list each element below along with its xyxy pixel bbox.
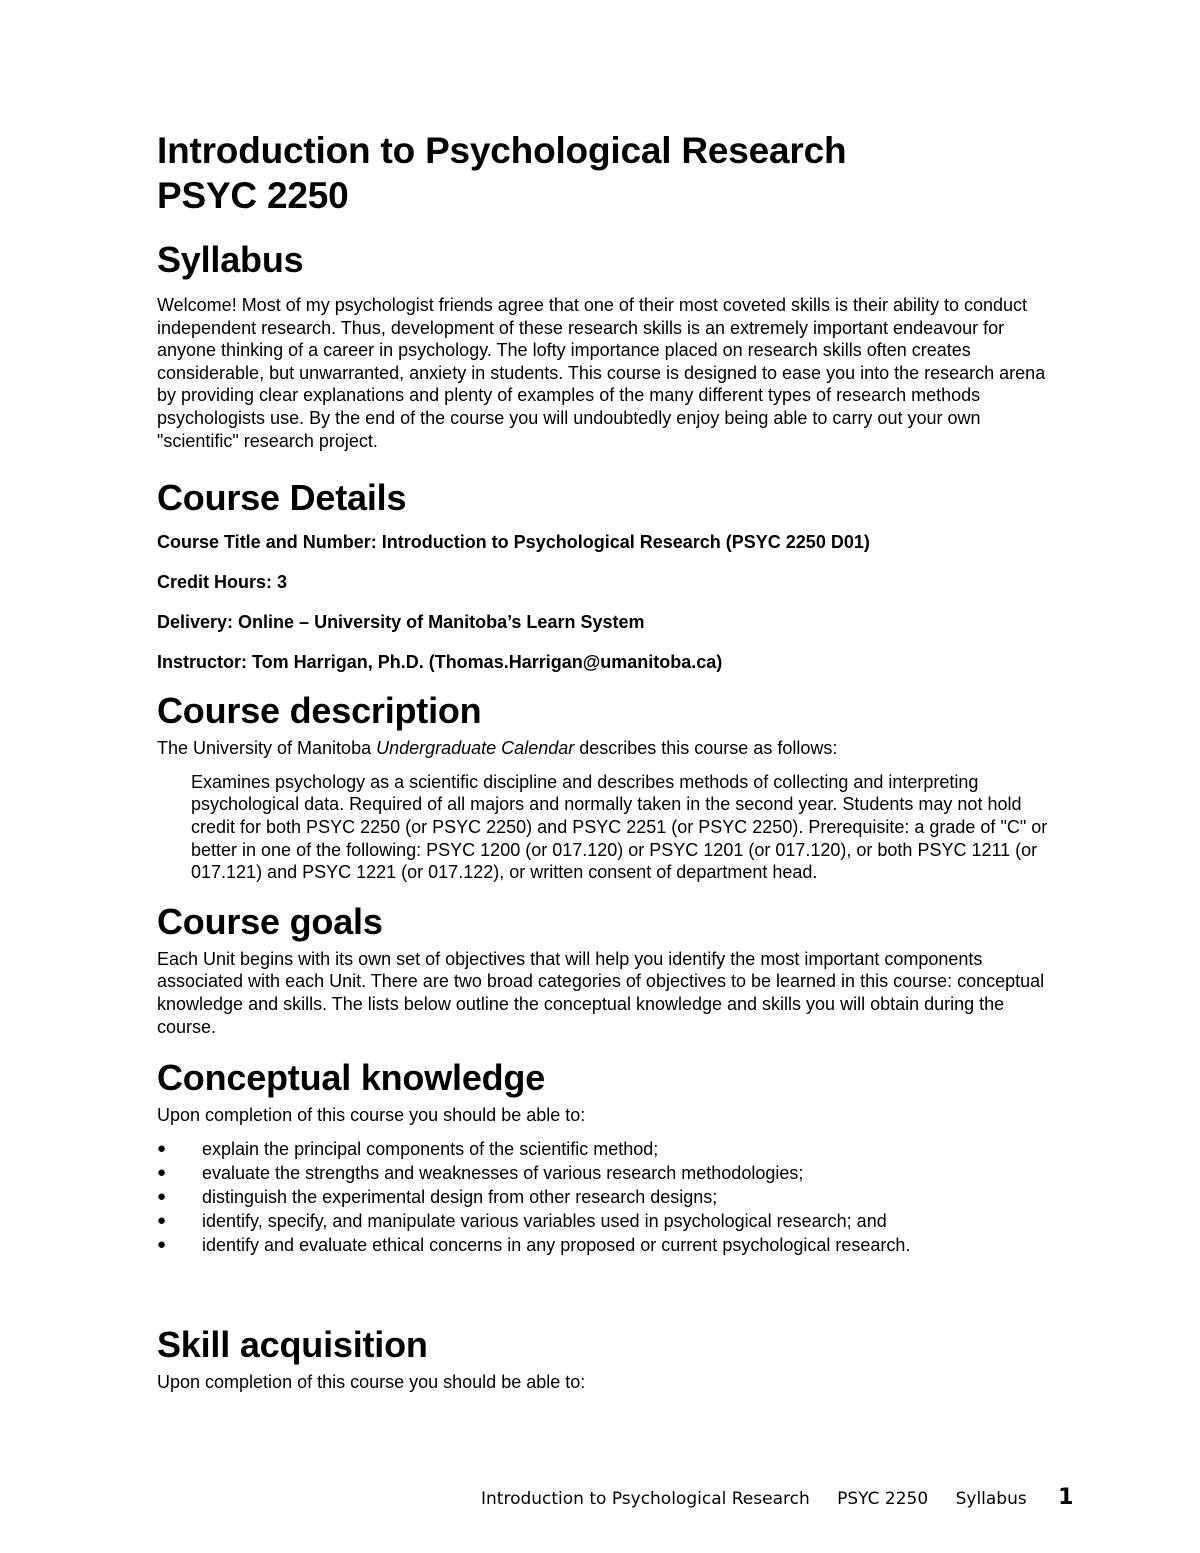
bullet-icon: ● bbox=[157, 1235, 167, 1253]
title-line-2: PSYC 2250 bbox=[157, 175, 349, 216]
footer-doc-name: Syllabus bbox=[955, 1489, 1027, 1509]
course-goals-heading: Course goals bbox=[157, 900, 383, 942]
list-item bbox=[157, 1185, 1067, 1209]
conceptual-knowledge-intro: Upon completion of this course you should be able to: bbox=[157, 1105, 586, 1126]
list-item bbox=[157, 1137, 1067, 1161]
document-title bbox=[157, 128, 1067, 218]
detail-value: Tom Harrigan, Ph.D. (Thomas.Harrigan@umanitoba.ca) bbox=[252, 652, 723, 673]
syllabus-heading: Syllabus bbox=[157, 239, 304, 280]
list-item bbox=[157, 1161, 1067, 1185]
list-item-text: evaluate the strengths and weaknesses of various research methodologies; bbox=[202, 1162, 804, 1183]
detail-label: Delivery: bbox=[157, 612, 239, 633]
skill-acquisition-intro: Upon completion of this course you should be able to: bbox=[157, 1371, 586, 1392]
document-page bbox=[157, 128, 1067, 1393]
detail-value: Introduction to Psychological Research (PSYC 2250 D01) bbox=[381, 532, 870, 553]
detail-credit-hours bbox=[157, 571, 1067, 593]
course-goals-text: Each Unit begins with its own set of objectives that will help you identify the most important components associated with each Unit. There are two broad categories of objectives to be learned in this course: conceptual knowledge and skills. The lists below outline the conceptual knowledge and skills you will obtain during the course. bbox=[157, 948, 1045, 1037]
conceptual-knowledge-heading: Conceptual knowledge bbox=[157, 1057, 546, 1099]
footer-course-code: PSYC 2250 bbox=[837, 1489, 929, 1509]
list-item bbox=[157, 1233, 1067, 1257]
list-item-text: identify, specify, and manipulate various variables used in psychological research; and bbox=[202, 1210, 887, 1231]
page-number: 1 bbox=[1058, 1485, 1074, 1510]
detail-value: Online – University of Manitoba’s Learn System bbox=[238, 612, 645, 633]
course-details-list bbox=[157, 531, 1067, 673]
page-footer bbox=[481, 1485, 1073, 1512]
intro-text: The University of Manitoba bbox=[157, 738, 377, 759]
course-details-heading: Course Details bbox=[157, 477, 407, 519]
detail-value: 3 bbox=[277, 572, 288, 593]
course-description-intro bbox=[157, 737, 1067, 760]
bullet-icon: ● bbox=[157, 1139, 167, 1157]
title-line-1: Introduction to Psychological Research bbox=[157, 130, 847, 171]
conceptual-knowledge-list bbox=[157, 1137, 1067, 1257]
syllabus-intro: Welcome! Most of my psychologist friends agree that one of their most coveted skills is their ability to conduct independent research. Thus, development of these research skills is an extremely important endeavour for anyone thinking of a career in psychology. The lofty importance placed on research skills often creates considerable, but unwarranted, anxiety in students. This course is designed to ease you into the research arena by providing clear explanations and plenty of examples of the many different types of research methods psychologists use. By the end of the course you will undoubtedly enjoy being able to carry out your own "scientific" research project. bbox=[157, 295, 1046, 451]
course-description-heading: Course description bbox=[157, 690, 482, 732]
detail-label: Credit Hours: bbox=[157, 572, 278, 593]
detail-label: Instructor: bbox=[157, 652, 253, 673]
bullet-icon: ● bbox=[157, 1211, 167, 1229]
skill-acquisition-heading: Skill acquisition bbox=[157, 1323, 428, 1365]
bullet-icon: ● bbox=[157, 1187, 167, 1205]
intro-text: describes this course as follows: bbox=[574, 738, 838, 759]
footer-title: Introduction to Psychological Research bbox=[481, 1489, 810, 1509]
list-item-text: explain the principal components of the scientific method; bbox=[202, 1138, 659, 1159]
list-item-text: identify and evaluate ethical concerns in any proposed or current psychological research. bbox=[202, 1234, 911, 1255]
detail-instructor bbox=[157, 651, 1067, 673]
detail-label: Course Title and Number: bbox=[157, 532, 382, 553]
detail-course-title bbox=[157, 531, 1067, 553]
list-item-text: distinguish the experimental design from other research designs; bbox=[202, 1186, 718, 1207]
calendar-title: Undergraduate Calendar bbox=[376, 738, 575, 759]
list-item bbox=[157, 1209, 1067, 1233]
calendar-quote: Examines psychology as a scientific discipline and describes methods of collecting and interpreting psychological data. Required of all majors and normally taken in the second year. Students may not hold credit for both PSYC 2250 (or PSYC 2250) and PSYC 2251 (or PSYC 2250). Prerequisite: a grade of "C" or better in one of the following: PSYC 1200 (or 017.120) or PSYC 1201 (or 017.120), or both PSYC 1211 (or 017.121) and PSYC 1221 (or 017.122), or written consent of department head. bbox=[191, 771, 1048, 883]
detail-delivery bbox=[157, 611, 1067, 633]
bullet-icon: ● bbox=[157, 1163, 167, 1181]
